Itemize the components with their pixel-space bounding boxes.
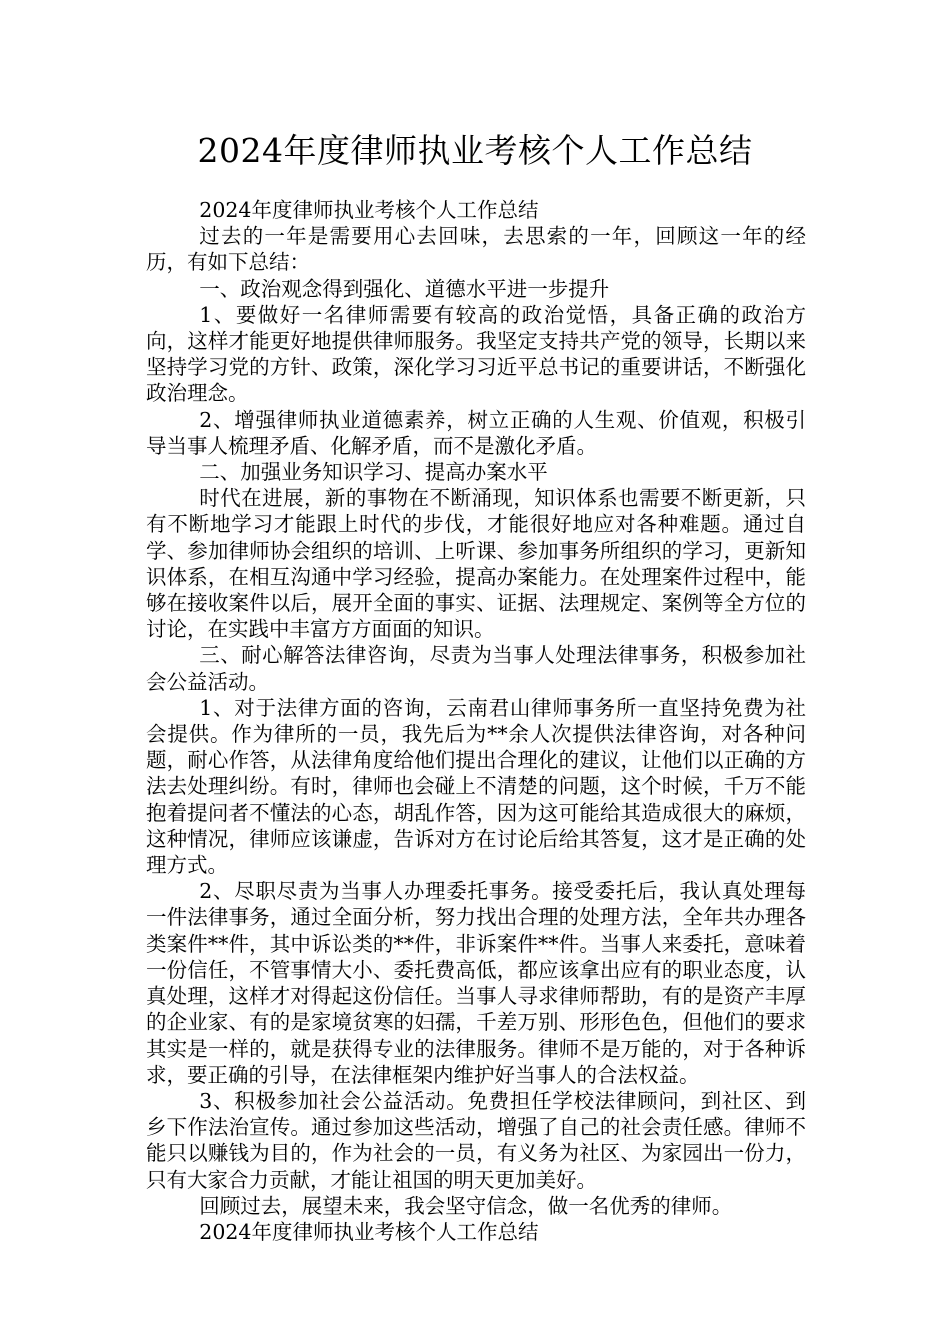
body-paragraph: 2、尽职尽责为当事人办理委托事务。接受委托后，我认真处理每一件法律事务，通过全面分析，努力找出合理的处理方法，全年共办理各类案件**件，其中诉讼类的**件，非诉案件**件。当事人来委托，意味着一份信任，不管事情大小、委托费高低，都应该拿出应有的职业态度，认真处理，这样才对得起这份信任。当事人寻求律师帮助，有的是资产丰厚的企业家、有的是家境贫寒的妇孺，千差万别、形形色色，但他们的要求其实是一样的，就是获得专业的法律服务。律师不是万能的，对于各种诉求，要正确的引导，在法律框架内维护好当事人的合法权益。: [146, 879, 806, 1087]
body-paragraph: 2024年度律师执业考核个人工作总结: [199, 198, 539, 222]
body-paragraph: 时代在进展，新的事物在不断涌现，知识体系也需要不断更新，只有不断地学习才能跟上时代的步伐，才能很好地应对各种难题。通过自学、参加律师协会组织的培训、上听课、参加事务所组织的学习，更新知识体系，在相互沟通中学习经验，提高办案能力。在处理案件过程中，能够在接收案件以后，展开全面的事实、证据、法理规定、案例等全方位的讨论，在实践中丰富方方面面的知识。: [146, 486, 806, 642]
section-heading: 三、耐心解答法律咨询，尽责为当事人处理法律事务，积极参加社会公益活动。: [146, 643, 806, 694]
body-paragraph: 回顾过去，展望未来，我会坚守信念，做一名优秀的律师。: [199, 1193, 733, 1218]
document-title: 2024年度律师执业考核个人工作总结: [197, 131, 753, 170]
body-paragraph: 过去的一年是需要用心去回味，去思索的一年，回顾这一年的经历，有如下总结：: [146, 224, 806, 275]
body-paragraph: 1、要做好一名律师需要有较高的政治觉悟，具备正确的政治方向，这样才能更好地提供律师服务。我坚定支持共产党的领导，长期以来坚持学习党的方针、政策，深化学习习近平总书记的重要讲话，不断强化政治理念。: [146, 302, 806, 406]
body-paragraph: 3、积极参加社会公益活动。免费担任学校法律顾问，到社区、到乡下作法治宣传。通过参加这些活动，增强了自己的社会责任感。律师不能只以赚钱为目的，作为社会的一员，有义务为社区、为家园出一份力，只有大家合力贡献，才能让祖国的明天更加美好。: [146, 1088, 806, 1192]
body-paragraph: 2024年度律师执业考核个人工作总结: [199, 1219, 539, 1244]
section-heading: 一、政治观念得到强化、道德水平进一步提升: [199, 276, 610, 301]
section-heading: 二、加强业务知识学习、提高办案水平: [199, 460, 548, 485]
body-paragraph: 2、增强律师执业道德素养，树立正确的人生观、价值观，积极引导当事人梳理矛盾、化解矛盾，而不是激化矛盾。: [146, 407, 806, 458]
document-body: [146, 197, 806, 1245]
body-paragraph: 1、对于法律方面的咨询，云南君山律师事务所一直坚持免费为社会提供。作为律所的一员，我先后为**余人次提供法律咨询，对各种问题，耐心作答，从法律角度给他们提出合理化的建议，让他们以正确的方法去处理纠纷。有时，律师也会碰上不清楚的问题，这个时候，千万不能抱着提问者不懂法的心态，胡乱作答，因为这可能给其造成很大的麻烦，这种情况，律师应该谦虚，告诉对方在讨论后给其答复，这才是正确的处理方式。: [146, 695, 806, 878]
